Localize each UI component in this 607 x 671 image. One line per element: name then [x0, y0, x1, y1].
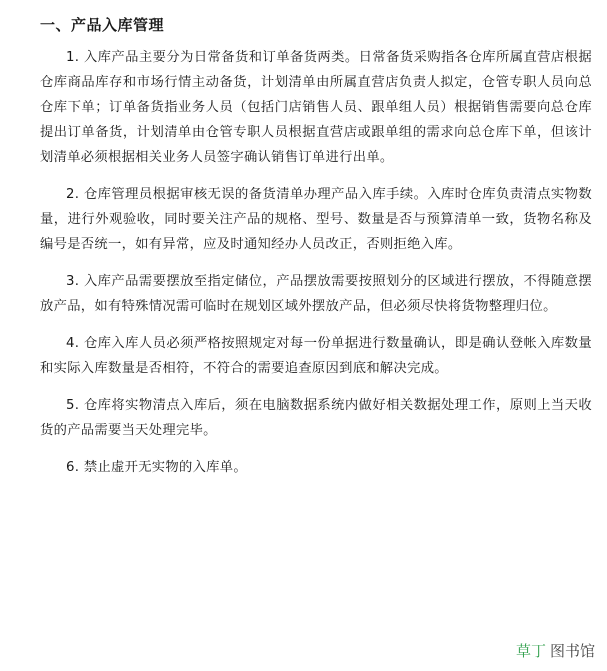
section-heading: 一、产品入库管理 [40, 16, 165, 34]
document-body [40, 14, 592, 492]
paragraph-5: 5. 仓库将实物清点入库后，须在电脑数据系统内做好相关数据处理工作，原则上当天收货的产品需要当天处理完毕。 [40, 398, 592, 438]
paragraph-2: 2. 仓库管理员根据审核无误的备货清单办理产品入库手续。入库时仓库负责清点实物数量，进行外观验收，同时要关注产品的规格、型号、数量是否与预算清单一致，货物名称及编号是否统一，如有异常，应及时通知经办人员改正，否则拒绝入库。 [40, 187, 592, 252]
watermark-brand: 草丁 [515, 642, 546, 660]
paragraph-1: 1. 入库产品主要分为日常备货和订单备货两类。日常备货采购指各仓库所属直营店根据仓库商品库存和市场行情主动备货，计划清单由所属直营店负责人拟定，仓管专职人员向总仓库下单；订单备货指业务人员（包括门店销售人员、跟单组人员）根据销售需要向总仓库提出订单备货，计划清单由仓管专职人员根据直营店或跟单组的需求向总仓库下单，但该计划清单必须根据相关业务人员签字确认销售订单进行出单。 [40, 50, 592, 165]
paragraph-6: 6. 禁止虚开无实物的入库单。 [66, 460, 247, 475]
paragraph-4: 4. 仓库入库人员必须严格按照规定对每一份单据进行数量确认，即是确认登帐入库数量和实际入库数量是否相符，不符合的需要追查原因到底和解决完成。 [40, 336, 592, 376]
watermark [516, 640, 595, 661]
watermark-library: 图书馆 [549, 642, 595, 660]
paragraph-3: 3. 入库产品需要摆放至指定储位，产品摆放需要按照划分的区域进行摆放，不得随意摆放产品，如有特殊情况需可临时在规划区域外摆放产品，但必须尽快将货物整理归位。 [40, 274, 592, 314]
